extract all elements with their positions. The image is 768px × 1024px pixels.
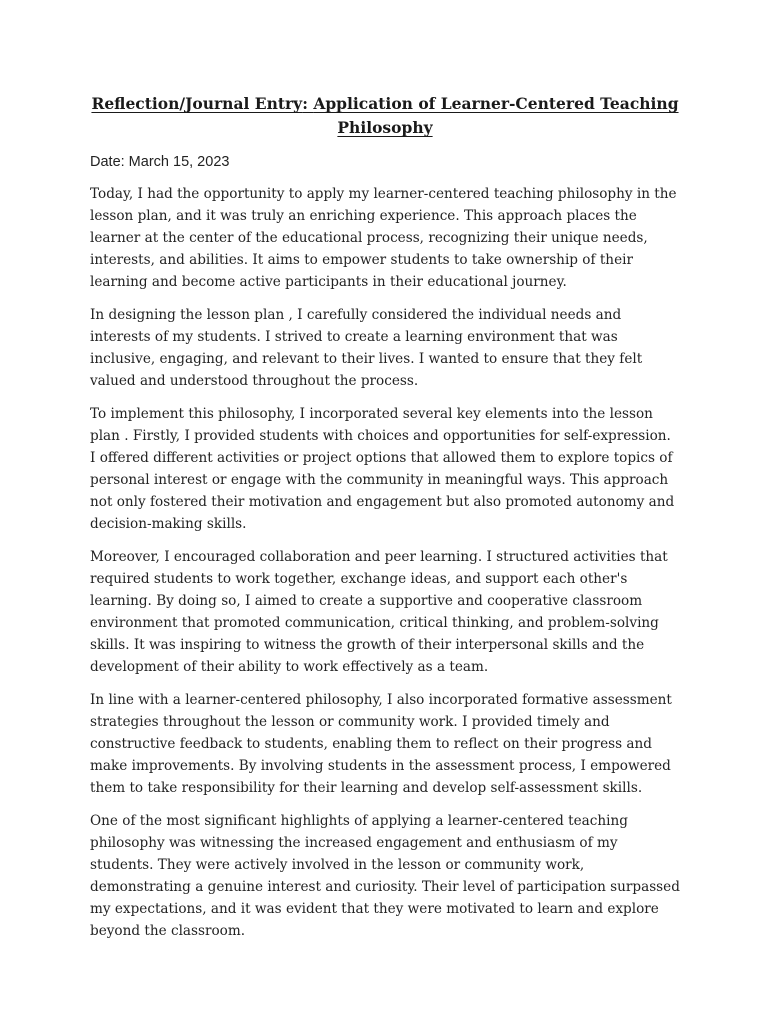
paragraph-6: One of the most significant highlights of applying a learner-centered teaching philosophy was witnessing the increased engagement and enthusiasm of my students. They were actively involved in the lesson or community work, demonstrating a genuine interest and curiosity. Their level of participation surpassed my expectations, and it was evident that they were motivated to learn and explore beyond the classroom. [90, 813, 680, 939]
title-part-2: Application of Learner-Centered Teaching Philosophy [313, 94, 679, 137]
title-colon: : [302, 94, 314, 113]
paragraph-2: In designing the lesson plan , I carefully considered the individual needs and interests of my students. I strived to create a learning environment that was inclusive, engaging, and relevant to their lives. I wanted to ensure that they felt valued and understood throughout the process. [90, 307, 643, 389]
entry-date: Date: March 15, 2023 [90, 154, 230, 170]
paragraph-3: To implement this philosophy, I incorporated several key elements into the lesson plan . Firstly, I provided students with choices and opportunities for self-expression. I offered different activities or project options that allowed them to explore topics of personal interest or engage with the community in meaningful ways. This approach not only fostered their motivation and engagement but also promoted autonomy and decision-making skills. [90, 406, 675, 532]
title-part-1: Reflection/Journal Entry [91, 94, 303, 113]
paragraph-1: Today, I had the opportunity to apply my learner-centered teaching philosophy in the lesson plan, and it was truly an enriching experience. This approach places the learner at the center of the educational process, recognizing their unique needs, interests, and abilities. It aims to empower students to take ownership of their learning and become active participants in their educational journey. [90, 186, 677, 290]
paragraph-4: Moreover, I encouraged collaboration and peer learning. I structured activities that required students to work together, exchange ideas, and support each other's learning. By doing so, I aimed to create a supportive and cooperative classroom environment that promoted communication, critical thinking, and problem-solving skills. It was inspiring to witness the growth of their interpersonal skills and the development of their ability to work effectively as a team. [90, 549, 668, 675]
document-body [90, 92, 680, 953]
paragraph-5: In line with a learner-centered philosophy, I also incorporated formative assessment strategies throughout the lesson or community work. I provided timely and constructive feedback to students, enabling them to reflect on their progress and make improvements. By involving students in the assessment process, I empowered them to take responsibility for their learning and develop self-assessment skills. [90, 692, 672, 796]
document-title [90, 92, 680, 140]
